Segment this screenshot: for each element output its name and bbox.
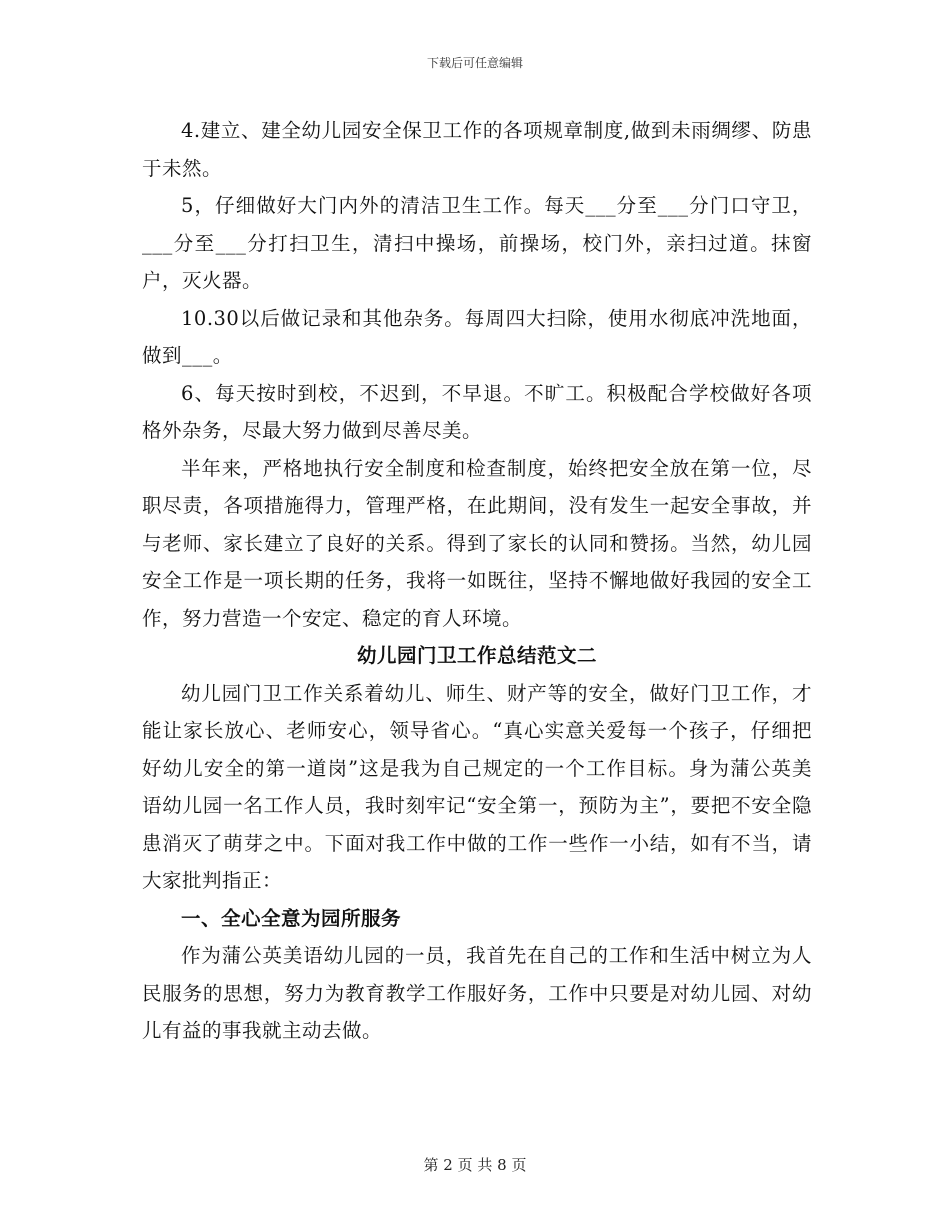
paragraph-service: 作为蒲公英美语幼儿园的一员，我首先在自己的工作和生活中树立为人民服务的思想，努力为教育教学工作服好务，工作中只要是对幼儿园、对幼儿有益的事我就主动去做。 bbox=[142, 944, 812, 1042]
section-title: 幼儿园门卫工作总结范文二 bbox=[356, 644, 597, 667]
page-header: 下载后可任意编辑 bbox=[426, 56, 523, 70]
paragraph-cleaning-record: 10.30以后做记录和其他杂务。每周四大扫除，使用水彻底冲洗地面，做到___。 bbox=[142, 306, 812, 367]
paragraph-item-6: 6、每天按时到校，不迟到，不早退。不旷工。积极配合学校做好各项格外杂务，尽最大努力做到尽善尽美。 bbox=[142, 381, 812, 442]
heading-service: 一、全心全意为园所服务 bbox=[181, 906, 402, 930]
paragraph-intro: 幼儿园门卫工作关系着幼儿、师生、财产等的安全，做好门卫工作，才能让家长放心、老师安心，领导省心。“真心实意关爱每一个孩子，仔细把好幼儿安全的第一道岗”这是我为自己规定的一个工作目标。身为蒲公英美语幼儿园一名工作人员，我时刻牢记“安全第一，预防为主”，要把不安全隐患消灭了萌芽之中。下面对我工作中做的工作一些作一小结，如有不当，请大家批判指正： bbox=[142, 681, 812, 892]
document-body bbox=[142, 112, 812, 1050]
paragraph-item-4: 4.建立、建全幼儿园安全保卫工作的各项规章制度,做到未雨绸缪、防患于未然。 bbox=[142, 119, 812, 180]
paragraph-item-5: 5，仔细做好大门内外的清洁卫生工作。每天___分至___分门口守卫，___分至___分打扫卫生，清扫中操场，前操场，校门外，亲扫过道。抹窗户，灭火器。 bbox=[142, 194, 812, 292]
page-footer: 第 2 页 共 8 页 bbox=[423, 1156, 527, 1174]
paragraph-summary: 半年来，严格地执行安全制度和检查制度，始终把安全放在第一位，尽职尽责，各项措施得力，管理严格，在此期间，没有发生一起安全事故，并与老师、家长建立了良好的关系。得到了家长的认同和赞扬。当然，幼儿园安全工作是一项长期的任务，我将一如既往，坚持不懈地做好我园的安全工作，努力营造一个安定、稳定的育人环境。 bbox=[142, 456, 812, 630]
